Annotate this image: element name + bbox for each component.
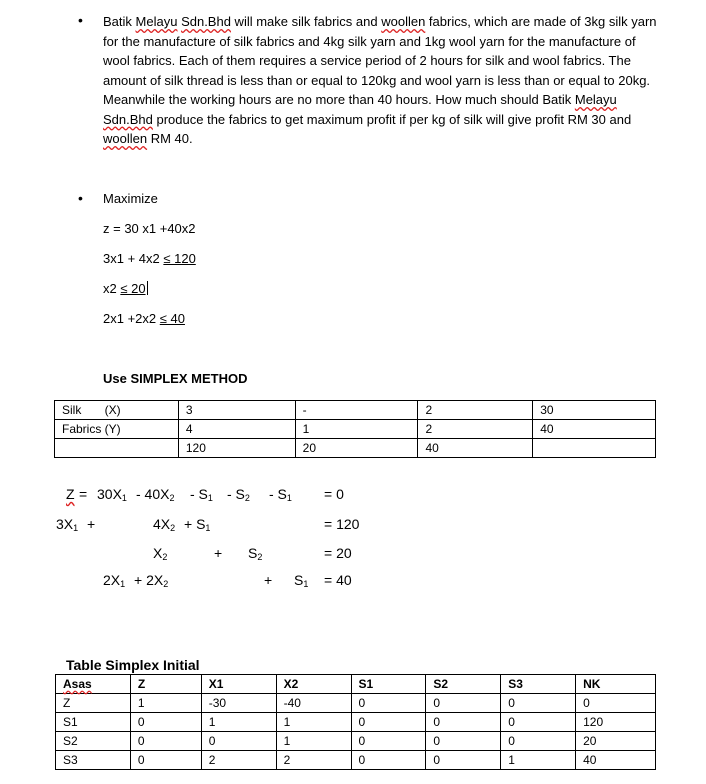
table-row [56,694,656,713]
eq-row2-term1 [56,516,78,533]
bullet-2: • [78,190,83,206]
constraint-1-lhs: 3x1 + 4x2 [103,251,164,266]
problem-text-7: RM 40. [147,131,193,146]
header-x2: X2 [276,675,351,694]
table-row [55,420,656,439]
cell: 0 [201,732,276,751]
subscript: 1 [303,579,309,589]
cell: Z [56,694,131,713]
eq-text: - 40X [136,486,170,502]
header-s2: S2 [426,675,501,694]
objective-function: z = 30 x1 +40x2 [103,221,196,236]
table-row [55,401,656,420]
header-x1: X1 [201,675,276,694]
constraint-2-rhs: ≤ 20 [120,281,146,296]
subscript: 2 [170,523,176,533]
cell: Silk (X) [55,401,179,420]
cell: 2 [201,751,276,770]
eq-row3-term2 [248,545,262,562]
eq-row1-term2 [136,486,174,503]
subscript: 2 [162,552,168,562]
cell: 0 [501,713,576,732]
spell-woollen-2: woollen [103,131,148,146]
cell: 0 [501,694,576,713]
cell: 0 [130,751,201,770]
eq-row4-term1 [103,572,125,589]
header-z: Z [130,675,201,694]
subscript: 2 [163,579,169,589]
spell-woollen-1: woollen [381,14,426,29]
cell: -40 [276,694,351,713]
cell: -30 [201,694,276,713]
problem-statement [103,12,663,149]
cell: S2 [56,732,131,751]
constraint-1 [103,251,196,266]
subscript: 1 [121,493,127,503]
eq-row3-term1 [153,545,167,562]
cell: 0 [426,732,501,751]
simplex-title: Table Simplex Initial [66,657,200,673]
cell [533,439,656,458]
table-header-row [56,675,656,694]
problem-text-6: produce the fabrics to get maximum profit if per kg of silk will give profit RM 30 and [152,111,632,127]
subscript: 2 [169,493,175,503]
eq-text: 3X [56,516,74,532]
constraint-1-rhs: ≤ 120 [163,251,196,266]
cell: 2 [276,751,351,770]
problem-text-3: will make silk fabrics and [230,14,382,29]
cell: 40 [533,420,656,439]
header-s1: S1 [351,675,426,694]
cell: 1 [501,751,576,770]
problem-text-4: fabrics, which are made of 3kg silk yarn for the manufacture of silk fabrics and 4kg silk yarn and 1kg wool yarn for the manufacture of wool fabrics. Each of them requires a service period of 2 hours for silk and wool fabrics. The amount of silk thread is less than or equal to 120kg and wool yarn is less than or equal to 20kg. Meanwhile the working hours are no more than 40 hours. How much should Batik [103,14,657,107]
header-asas: Asas [56,675,131,694]
cell: 120 [576,713,656,732]
cell: 30 [533,401,656,420]
eq-z-equals: = [79,486,88,502]
cell: 20 [295,439,418,458]
eq-row2-rhs: = 120 [324,516,360,532]
eq-row2-term2 [153,516,175,533]
cell: 1 [130,694,201,713]
cell: 1 [276,713,351,732]
subscript: 1 [205,523,211,533]
eq-row1-term5 [269,486,292,503]
cell [55,439,179,458]
bullet-1: • [78,12,83,28]
spell-sdnbhd-2: Sdn.Bhd [103,111,153,127]
cell: 0 [130,732,201,751]
eq-text: 4X [153,516,171,532]
cell: 1 [295,420,418,439]
eq-row4-term2 [134,572,168,589]
cell: 0 [426,694,501,713]
eq-z-label: Z [66,486,75,502]
cell: 0 [351,751,426,770]
table-row [55,439,656,458]
eq-text: S [294,572,304,588]
cell: 0 [501,732,576,751]
subscript: 1 [286,493,292,503]
constraint-2-lhs: x2 [103,281,121,296]
cell: 0 [351,713,426,732]
text-cursor [147,281,148,295]
eq-row4-plus: + [264,572,273,588]
cell: 20 [576,732,656,751]
eq-row1-term1 [97,486,127,503]
eq-text: + S [184,516,206,532]
subscript: 2 [244,493,250,503]
subscript: 2 [257,552,263,562]
cell: 2 [418,420,533,439]
eq-text: - S [190,486,208,502]
eq-text: - S [269,486,287,502]
maximize-label: Maximize [103,191,158,206]
constraint-3-rhs: ≤ 40 [159,311,185,326]
cell: 0 [426,751,501,770]
header-nk: NK [576,675,656,694]
subscript: 1 [120,579,126,589]
cell: 1 [276,732,351,751]
cell: 0 [351,694,426,713]
eq-text: X [153,545,163,561]
table-row [56,751,656,770]
cell: 40 [576,751,656,770]
eq-row1-term4 [227,486,250,503]
spell-melayu-2: Melayu [574,92,617,107]
cell: 3 [178,401,295,420]
eq-row3-rhs: = 20 [324,545,352,561]
method-heading: Use SIMPLEX METHOD [103,371,248,386]
cell: 120 [178,439,295,458]
eq-row3-plus: + [214,545,223,561]
header-s3: S3 [501,675,576,694]
eq-row1-term3 [190,486,213,503]
eq-text: 2X [103,572,121,588]
cell: 0 [426,713,501,732]
cell: 0 [130,713,201,732]
cell: Fabrics (Y) [55,420,179,439]
spell-sdnbhd-1: Sdn.Bhd [181,14,231,29]
cell: S3 [56,751,131,770]
eq-row2-plus: + [87,516,96,532]
data-table [54,400,656,458]
constraint-3-lhs: 2x1 +2x2 [103,311,160,326]
constraint-2 [103,281,148,296]
spell-melayu-1: Melayu [135,14,178,29]
eq-row4-term3 [294,572,308,589]
cell: 4 [178,420,295,439]
table-row [56,713,656,732]
eq-text: + 2X [134,572,164,588]
eq-text: 30X [97,486,122,502]
cell: 2 [418,401,533,420]
eq-row4-rhs: = 40 [324,572,352,588]
cell: 1 [201,713,276,732]
subscript: 1 [73,523,79,533]
table-row [56,732,656,751]
cell: 0 [576,694,656,713]
cell: - [295,401,418,420]
simplex-table [55,674,656,770]
eq-text: S [248,545,258,561]
cell: 0 [351,732,426,751]
eq-row1-rhs: = 0 [324,486,344,502]
problem-text-1: Batik [103,14,136,29]
constraint-3 [103,311,185,326]
eq-row2-term3 [184,516,210,533]
subscript: 1 [207,493,213,503]
cell: 40 [418,439,533,458]
cell: S1 [56,713,131,732]
eq-text: - S [227,486,245,502]
